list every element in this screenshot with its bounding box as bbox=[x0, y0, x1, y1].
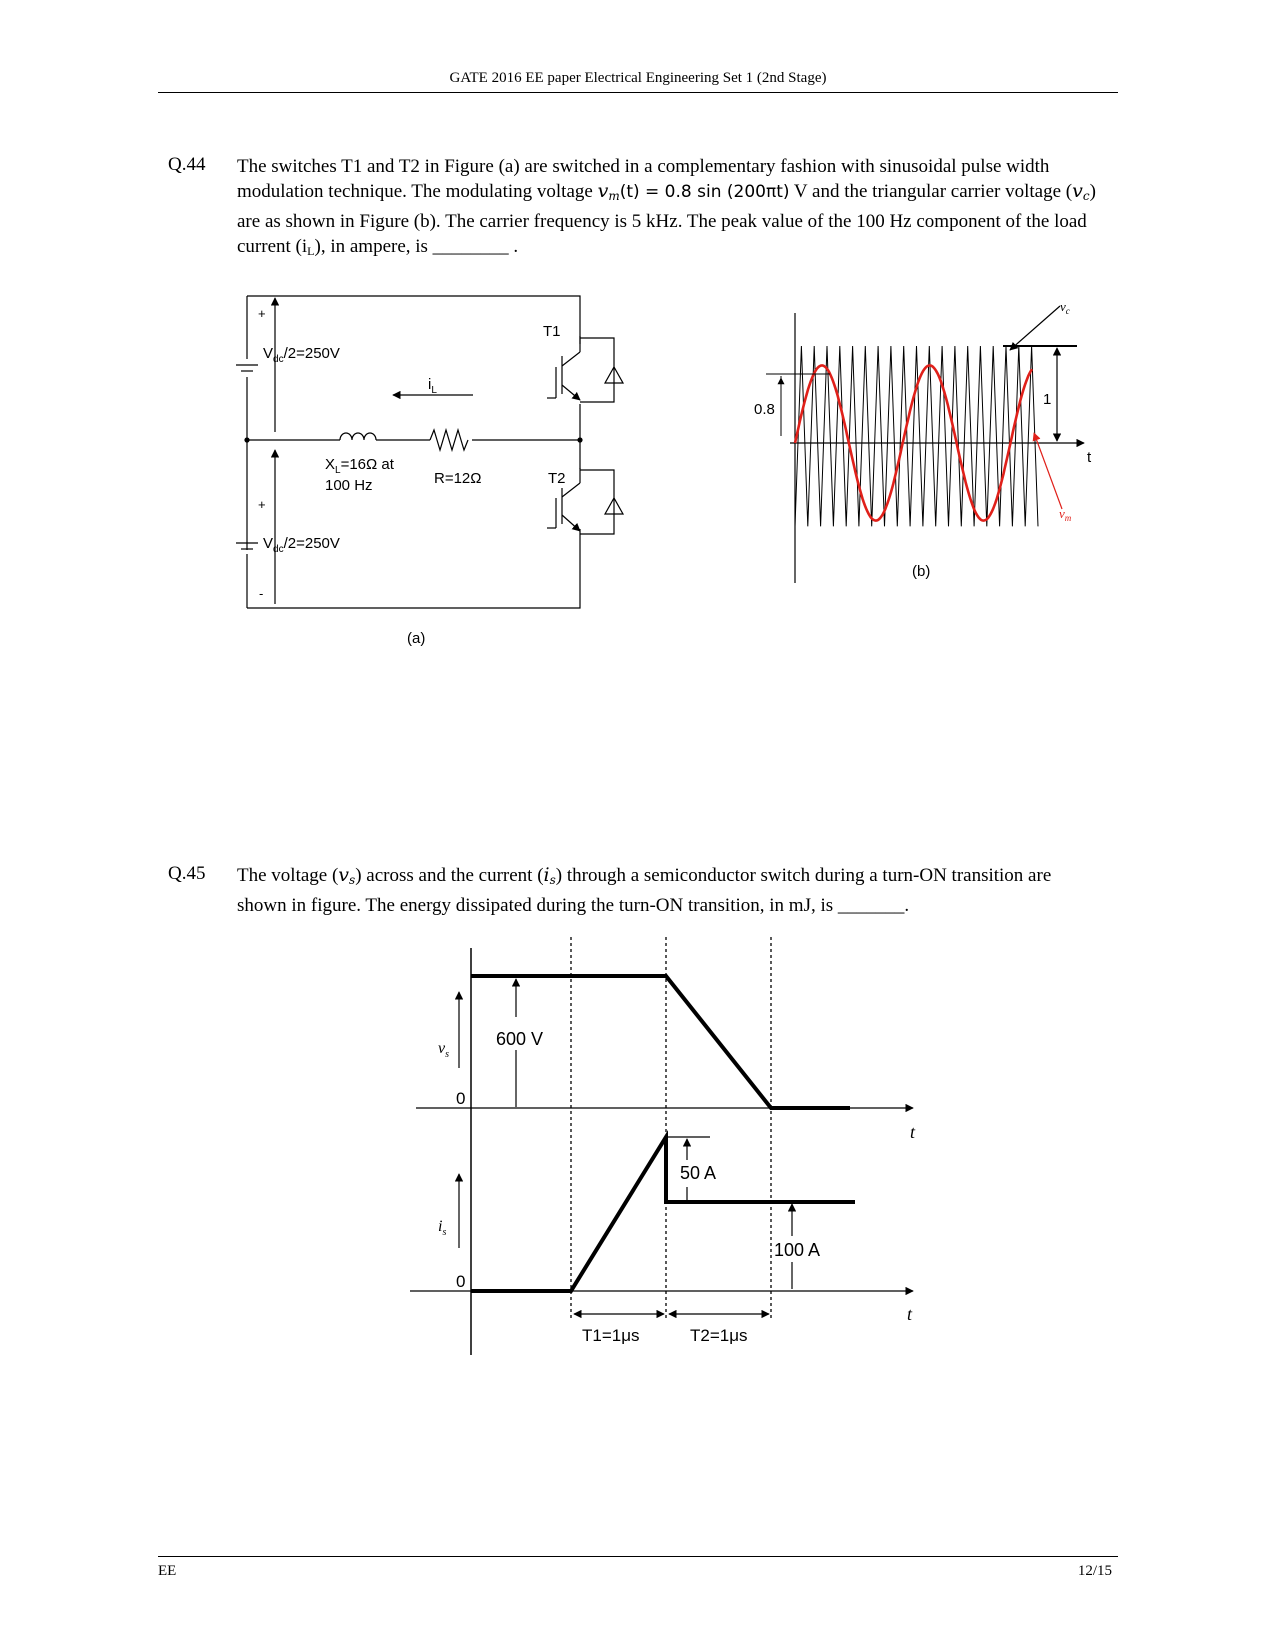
label-t-i: t bbox=[907, 1304, 913, 1324]
junction-right bbox=[578, 438, 582, 442]
fig-b-label-08: 0.8 bbox=[754, 401, 775, 418]
vm-expression: (t) = 0.8 sin (200πt) bbox=[619, 182, 790, 202]
question-number-45: Q.45 bbox=[168, 863, 206, 884]
fig-a-minus: - bbox=[259, 586, 264, 601]
fig-a-vdc-bottom: $V_{dc}/2=250V$ bbox=[263, 535, 340, 555]
switching-waveform-figure bbox=[410, 937, 916, 1355]
fig-a-label-t2: T2 bbox=[548, 470, 566, 487]
label-50a: 50 A bbox=[680, 1163, 717, 1183]
carrier-waveform bbox=[795, 346, 1038, 526]
label-t1-duration: T1=1μs bbox=[582, 1326, 640, 1345]
fig-a-plus-top: + bbox=[258, 306, 266, 321]
page-header: GATE 2016 EE paper Electrical Engineering Set 1 (2nd Stage) bbox=[449, 70, 827, 86]
label-zero-i: 0 bbox=[456, 1272, 466, 1291]
vm-pointer bbox=[1034, 433, 1062, 509]
igbt-t1 bbox=[547, 336, 623, 402]
pwm-figure-b bbox=[754, 299, 1092, 583]
label-zero-v: 0 bbox=[456, 1089, 466, 1108]
label-t-v: t bbox=[910, 1122, 916, 1142]
fig-a-caption: (a) bbox=[407, 630, 426, 647]
fig-b-label-t: t bbox=[1087, 449, 1092, 466]
fig-a-label-t1: T1 bbox=[543, 323, 561, 340]
circuit-figure-a bbox=[236, 296, 623, 608]
fig-a-label-xl-freq: 100 Hz bbox=[325, 477, 373, 494]
vc-pointer bbox=[1010, 306, 1060, 350]
fig-b-label-vm: $v_m$ bbox=[1059, 506, 1072, 523]
fig-b-label-vc: $v_c$ bbox=[1060, 299, 1070, 316]
question-text-44: The switches T1 and T2 in Figure (a) are switched in a complementary fashion with sinusoidal pulse width modulation technique. The modulating voltage $v_m(t) = 0.8$ sin (200πt) V and the triangular carrier voltage $(v_c)$ are as shown in Figure (b). The carrier frequency is 5 kHz. The peak value of the 100 Hz component of the load current $(i_L)$, in ampere, is ________ . bbox=[237, 156, 1096, 258]
label-100a: 100 A bbox=[774, 1240, 821, 1260]
fig-b-caption: (b) bbox=[912, 563, 931, 580]
fig-a-vdc-top: $V_{dc}/2=250V$ bbox=[263, 345, 340, 365]
footer-page-number: 12/15 bbox=[1077, 1563, 1112, 1579]
fig-b-label-1: 1 bbox=[1043, 391, 1052, 408]
fig-a-label-r: R=12Ω bbox=[434, 470, 482, 487]
label-vs: $v_s$ bbox=[438, 1040, 450, 1060]
label-t2-duration: T2=1μs bbox=[690, 1326, 748, 1345]
inductor-xl bbox=[340, 433, 376, 440]
label-is: $i_s$ bbox=[438, 1218, 447, 1238]
resistor-r bbox=[430, 430, 468, 450]
is-waveform bbox=[471, 1137, 855, 1291]
vm-symbol: v bbox=[597, 180, 609, 202]
question-text-45: The voltage $(v_s)$ across and the current $(i_s)$ through a semiconductor switch during a turn-ON transition are shown in figure. The energy dissipated during the turn-ON transition, in mJ, is _______. bbox=[237, 864, 1052, 916]
fig-a-plus-bottom: + bbox=[258, 497, 266, 512]
fig-a-label-il: $i_L$ bbox=[428, 376, 437, 396]
fig-a-label-xl: $X_L=16\Omega$ at bbox=[325, 456, 394, 476]
question-number-44: Q.44 bbox=[168, 154, 206, 175]
wire-top bbox=[247, 296, 580, 344]
junction-left bbox=[245, 438, 249, 442]
footer-left: EE bbox=[158, 1563, 177, 1579]
label-600v: 600 V bbox=[496, 1029, 544, 1049]
